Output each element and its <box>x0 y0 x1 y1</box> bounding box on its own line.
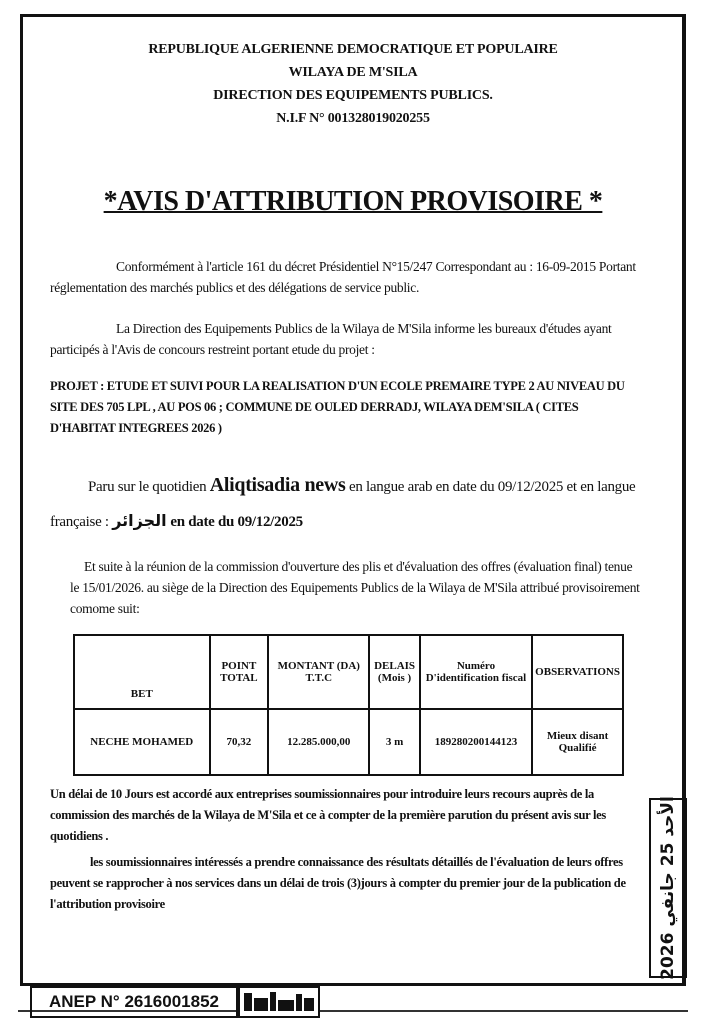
newspaper-arabic: الجزائر <box>112 511 167 530</box>
col-montant: MONTANT (DA) T.T.C <box>268 635 369 709</box>
header-wilaya: WILAYA DE M'SILA <box>288 65 418 80</box>
publication-text-a: Paru sur le quotidien <box>88 479 210 495</box>
cell-montant: 12.285.000,00 <box>268 709 369 775</box>
attribution-table <box>73 634 624 776</box>
header-republic: REPUBLIQUE ALGERIENNE DEMOCRATIQUE ET POPULAIRE <box>148 42 558 57</box>
col-observations: OBSERVATIONS <box>532 635 623 709</box>
newspaper-logo <box>238 986 320 1018</box>
cell-nif: 189280200144123 <box>420 709 532 775</box>
col-delais: DELAIS (Mois ) <box>369 635 419 709</box>
newspaper-logo-graphic <box>242 990 316 1014</box>
header-nif: N.I.F N° 001328019020255 <box>276 111 430 126</box>
notice-title: *AVIS D'ATTRIBUTION PROVISOIRE * <box>103 186 603 217</box>
paragraph-legal-basis: Conformément à l'article 161 du décret Présidentiel N°15/247 Correspondant au : 16-09-2015 Portant réglementation des marchés publics et des délégations de service public. <box>50 259 636 295</box>
date-stamp-text: الأحد 25 جانفي 2026 <box>658 796 678 980</box>
table-row <box>74 709 623 775</box>
cell-observations: Mieux disant Qualifié <box>532 709 623 775</box>
paragraph-consultation: les soumissionnaires intéressés a prendre connaissance des résultats détaillés de l'évaluation de leurs offres peuvent se rapprocher à nos services dans un délai de trois (3)jours à compter du premier jour de la publication de l'attribution provisoire <box>50 855 626 911</box>
header-direction: DIRECTION DES EQUIPEMENTS PUBLICS. <box>213 88 493 103</box>
paragraph-commission: Et suite à la réunion de la commission d'ouverture des plis et d'évaluation des offres (évaluation final) tenue le 15/01/2026. au siège de la Direction des Equipements Publics de la Wilaya de M'Sila attribué provisoirement comome suit: <box>70 559 640 616</box>
paragraph-publication <box>50 468 650 539</box>
anep-number: ANEP N° 2616001852 <box>30 986 238 1018</box>
publication-text-c: en date du 09/12/2025 <box>166 514 303 530</box>
col-bet: BET <box>74 635 210 709</box>
paragraph-direction-info: La Direction des Equipements Publics de la Wilaya de M'Sila informe les bureaux d'études ayant participés à l'Avis de concours restreint portant etude du projet : <box>50 321 612 357</box>
paragraph-project: PROJET : ETUDE ET SUIVI POUR LA REALISATION D'UN ECOLE PREMAIRE TYPE 2 AU NIVEAU DU SITE DES 705 LPL , AU POS 06 ; COMMUNE DE OULED DERRADJ, WILAYA DEM'SILA ( CITES D'HABITAT INTEGREES 2026 ) <box>50 379 625 435</box>
col-nif: Numéro D'identification fiscal <box>420 635 532 709</box>
publication-text-b: en langue arab en date du 09/12/2025 et en langue française : <box>50 479 636 530</box>
cell-delais: 3 m <box>369 709 419 775</box>
date-stamp <box>649 798 687 978</box>
newspaper-name: Aliqtisadia news <box>209 474 346 496</box>
table-header-row <box>74 635 623 709</box>
col-point-total: POINT TOTAL <box>210 635 269 709</box>
paragraph-recours: Un délai de 10 Jours est accordé aux entreprises soumissionnaires pour introduire leurs recours auprès de la commission des marchés de la Wilaya de M'Sila et ce à compter de la première parution du présent avis sur les quotidiens . <box>50 787 606 843</box>
cell-point-total: 70,32 <box>210 709 269 775</box>
cell-bet: NECHE MOHAMED <box>74 709 210 775</box>
